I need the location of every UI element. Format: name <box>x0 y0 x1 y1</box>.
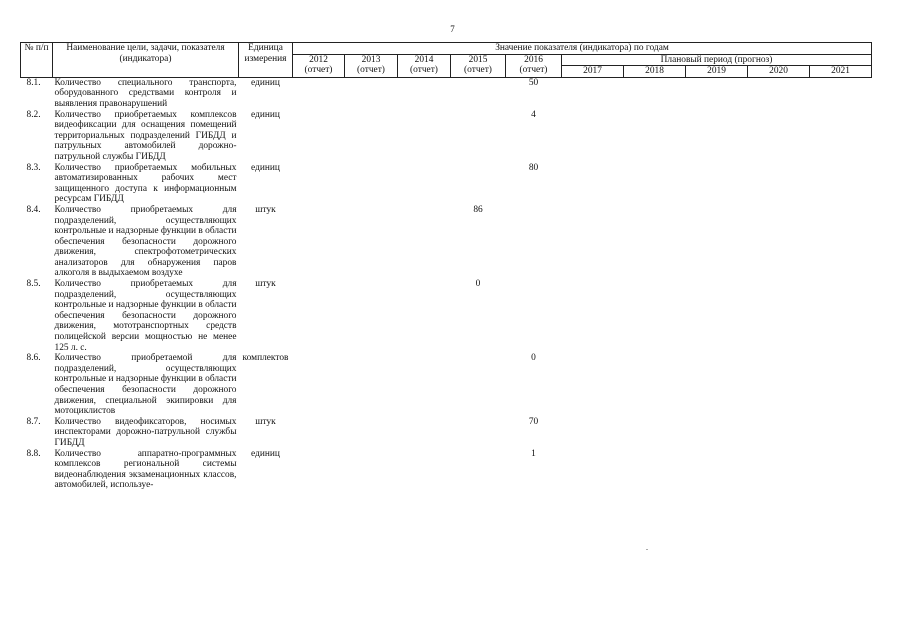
value-cell <box>686 163 748 205</box>
scan-speck <box>646 549 648 550</box>
value-cell <box>293 205 345 279</box>
header-year-2017: 2017 <box>562 66 624 78</box>
value-cell <box>293 279 345 353</box>
unit-cell: единиц <box>251 162 280 173</box>
row-number: 8.2. <box>26 109 41 120</box>
table-row <box>21 279 872 353</box>
value-cell <box>810 417 872 449</box>
header-year-2015: 2015 (отчет) <box>451 54 506 77</box>
value-cell <box>810 279 872 353</box>
unit-cell: штук <box>255 279 276 290</box>
value-cell <box>451 163 506 205</box>
value-cell <box>451 77 506 109</box>
value-cell <box>686 279 748 353</box>
row-number: 8.1. <box>26 77 41 88</box>
row-number: 8.3. <box>26 162 41 173</box>
value-cell <box>686 449 748 491</box>
value-cell <box>686 353 748 417</box>
table-row <box>21 353 872 417</box>
indicator-name: Количество специального транспорта, оборудованного средствами контроля и выявления правонарушений <box>54 77 237 109</box>
value-cell <box>810 163 872 205</box>
page-number: 7 <box>450 24 455 34</box>
value-cell <box>506 205 562 279</box>
table-row <box>21 110 872 163</box>
value-cell <box>562 163 624 205</box>
value-cell <box>293 163 345 205</box>
header-unit: Единица измерения <box>239 43 293 78</box>
unit-cell: единиц <box>251 77 280 88</box>
value-cell: 1 <box>531 448 536 459</box>
unit-cell: штук <box>255 416 276 427</box>
value-cell <box>293 110 345 163</box>
value-cell <box>398 77 451 109</box>
value-cell <box>398 205 451 279</box>
value-cell <box>748 279 810 353</box>
value-cell <box>810 353 872 417</box>
indicator-name: Количество аппаратно-программных комплексов региональной системы видеонаблюдения экзаменационных классов, автомобилей, используе- <box>54 448 237 491</box>
value-cell <box>686 205 748 279</box>
value-cell: 50 <box>528 77 539 88</box>
indicator-name: Количество видеофиксаторов, носимых инспекторами дорожно-патрульной службы ГИБДД <box>54 416 237 448</box>
value-cell <box>451 417 506 449</box>
value-cell <box>810 110 872 163</box>
value-cell: 86 <box>473 204 483 215</box>
indicator-name: Количество приобретаемых комплексов видеофиксации для оснащения помещений территориальных подразделений ГИБДД и патрульных автомобилей дорожно-патрульной службы ГИБДД <box>54 109 237 162</box>
value-cell <box>451 353 506 417</box>
value-cell <box>624 205 686 279</box>
unit-cell: единиц <box>251 109 280 120</box>
header-values: Значение показателя (индикатора) по годам <box>293 43 872 55</box>
value-cell: 4 <box>531 109 536 120</box>
unit-cell: штук <box>255 204 276 215</box>
value-cell: 0 <box>475 279 481 290</box>
indicator-name: Количество приобретаемых для подразделений, осуществляющих контрольные и надзорные функции в области обеспечения безопасности дорожного движения, спектрофотометрических анализаторов для обнаружения паров алкоголя в выдыхаемом воздухе <box>54 204 237 279</box>
value-cell <box>748 205 810 279</box>
value-cell <box>748 163 810 205</box>
table-row <box>21 417 872 449</box>
value-cell <box>293 353 345 417</box>
value-cell <box>624 110 686 163</box>
value-cell <box>293 417 345 449</box>
value-cell <box>398 353 451 417</box>
unit-cell: единиц <box>251 448 280 459</box>
value-cell <box>398 449 451 491</box>
value-cell <box>345 205 398 279</box>
header-year-2021: 2021 <box>810 66 872 78</box>
value-cell: 80 <box>528 162 539 173</box>
row-number: 8.6. <box>26 353 41 364</box>
row-number: 8.8. <box>26 448 41 459</box>
row-number: 8.5. <box>26 279 41 290</box>
value-cell <box>748 110 810 163</box>
table-row <box>21 163 872 205</box>
value-cell <box>345 163 398 205</box>
header-year-2020: 2020 <box>748 66 810 78</box>
header-year-2013: 2013 (отчет) <box>345 54 398 77</box>
value-cell <box>624 163 686 205</box>
value-cell <box>624 77 686 109</box>
value-cell <box>562 353 624 417</box>
value-cell <box>562 110 624 163</box>
header-num: № п/п <box>21 43 53 78</box>
value-cell <box>398 163 451 205</box>
value-cell <box>562 77 624 109</box>
value-cell <box>748 449 810 491</box>
table-row <box>21 77 872 109</box>
header-year-2018: 2018 <box>624 66 686 78</box>
value-cell <box>624 279 686 353</box>
value-cell <box>345 449 398 491</box>
value-cell <box>562 205 624 279</box>
value-cell <box>345 353 398 417</box>
value-cell: 0 <box>531 353 536 364</box>
indicator-name: Количество приобретаемых мобильных автоматизированных рабочих мест защищенного доступа к информационным ресурсам ГИБДД <box>54 162 237 205</box>
table-row <box>21 449 872 491</box>
header-year-2012: 2012 (отчет) <box>293 54 345 77</box>
value-cell <box>398 279 451 353</box>
value-cell <box>398 110 451 163</box>
value-cell <box>293 449 345 491</box>
row-number: 8.7. <box>26 416 41 427</box>
indicator-name: Количество приобретаемой для подразделений, осуществляющих контрольные и надзорные функции в области обеспечения безопасности дорожного движения, специальной экипировки для мотоциклистов <box>54 353 237 417</box>
value-cell <box>810 77 872 109</box>
header-year-2019: 2019 <box>686 66 748 78</box>
value-cell <box>748 353 810 417</box>
unit-cell: комплектов <box>242 353 289 364</box>
value-cell <box>562 449 624 491</box>
row-number: 8.4. <box>26 204 41 215</box>
table-row <box>21 205 872 279</box>
value-cell <box>686 417 748 449</box>
header-plan: Плановый период (прогноз) <box>562 54 872 66</box>
value-cell <box>686 110 748 163</box>
value-cell <box>398 417 451 449</box>
value-cell <box>451 449 506 491</box>
value-cell <box>686 77 748 109</box>
value-cell <box>562 279 624 353</box>
value-cell <box>748 77 810 109</box>
header-year-2016: 2016 (отчет) <box>506 54 562 77</box>
value-cell <box>810 449 872 491</box>
value-cell <box>506 279 562 353</box>
value-cell <box>624 353 686 417</box>
value-cell <box>810 205 872 279</box>
header-name: Наименование цели, задачи, показателя (индикатора) <box>53 43 239 78</box>
indicator-table <box>20 42 872 491</box>
value-cell <box>345 110 398 163</box>
value-cell <box>624 417 686 449</box>
header-year-2014: 2014 (отчет) <box>398 54 451 77</box>
value-cell <box>748 417 810 449</box>
value-cell <box>345 417 398 449</box>
value-cell <box>345 279 398 353</box>
value-cell <box>451 110 506 163</box>
value-cell: 70 <box>528 416 539 427</box>
indicator-name: Количество приобретаемых для подразделений, осуществляющих контрольные и надзорные функции в области обеспечения безопасности дорожного движения, мототранспортных средств полицейской версии мощностью не менее 125 л. с. <box>54 279 237 353</box>
value-cell <box>624 449 686 491</box>
value-cell <box>562 417 624 449</box>
value-cell <box>293 77 345 109</box>
value-cell <box>345 77 398 109</box>
